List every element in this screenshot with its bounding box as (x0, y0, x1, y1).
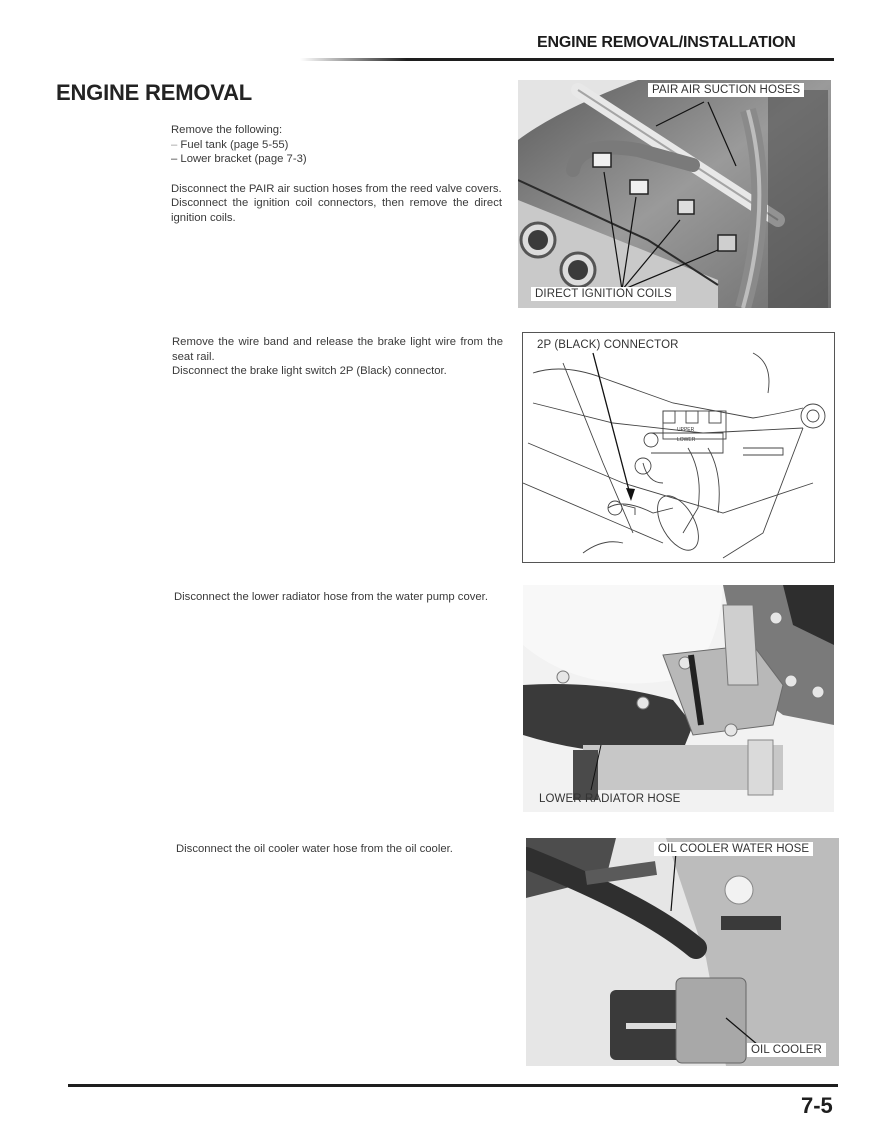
header-rule (300, 58, 834, 61)
section-title: ENGINE REMOVAL (56, 80, 253, 105)
step-1-bullet: – Fuel tank (page 5-55) (171, 138, 289, 151)
engine-top-photo (518, 80, 831, 308)
step-2-text (172, 335, 503, 379)
oil-cooler-photo (526, 838, 839, 1066)
step-1-paragraph: Disconnect the PAIR air suction hoses from the reed valve covers. (171, 182, 502, 195)
figure-lower-radiator-hose (523, 585, 834, 812)
step-1-intro: Remove the following: (171, 124, 283, 136)
step-4-paragraph: Disconnect the oil cooler water hose from the oil cooler. (176, 843, 453, 855)
lower-label: LOWER (677, 437, 696, 443)
step-3-text (174, 590, 506, 605)
callout-direct-ignition-coils: DIRECT IGNITION COILS (531, 287, 676, 301)
callout-pair-air-suction-hoses: PAIR AIR SUCTION HOSES (648, 83, 804, 97)
water-pump-photo (523, 585, 834, 812)
figure-pair-hoses-ignition-coils (518, 80, 831, 308)
step-2-paragraph: Disconnect the brake light switch 2P (Black) connector. (172, 365, 447, 377)
step-1-bullet: – Lower bracket (page 7-3) (171, 153, 307, 165)
callout-oil-cooler: OIL COOLER (747, 1043, 826, 1057)
figure-brake-light-connector (522, 332, 835, 563)
figure-oil-cooler (526, 838, 839, 1066)
footer-rule (68, 1084, 838, 1087)
brake-light-switch-drawing (523, 333, 834, 562)
upper-label: UPPER (677, 427, 695, 433)
page-number: 7-5 (801, 1093, 833, 1118)
step-1-paragraph: Disconnect the ignition coil connectors, then remove the direct ignition coils. (171, 197, 502, 224)
step-2-paragraph: Remove the wire band and release the brake light wire from the seat rail. (172, 336, 503, 363)
step-1-text (171, 123, 502, 225)
callout-2p-black-connector: 2P (BLACK) CONNECTOR (537, 339, 679, 351)
step-3-paragraph: Disconnect the lower radiator hose from the water pump cover. (174, 591, 488, 603)
chapter-title: ENGINE REMOVAL/INSTALLATION (537, 34, 796, 51)
callout-oil-cooler-water-hose: OIL COOLER WATER HOSE (654, 842, 813, 856)
callout-lower-radiator-hose: LOWER RADIATOR HOSE (539, 793, 681, 805)
step-4-text (176, 842, 508, 857)
